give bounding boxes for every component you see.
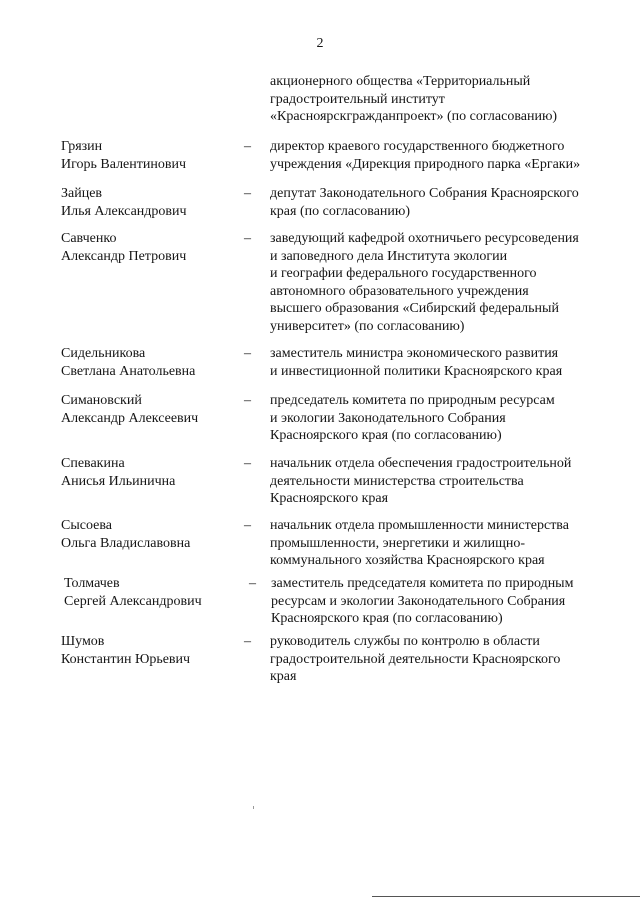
role-line: председатель комитета по природным ресурсам [270,393,555,408]
member-name [61,392,241,427]
role-line: и экологии Законодательного Собрания [270,410,506,426]
member-given-name: Анисья Ильинична [61,473,176,489]
role-line: Красноярского края (по согласованию) [270,428,502,443]
continuation-line: акционерного общества «Территориальный [270,74,531,89]
continuation-line: «Красноярскгражданпроект» (по согласованию) [270,109,558,124]
role-line: автономного образовательного учреждения [270,283,529,299]
dash-separator: – [244,139,251,154]
member-surname: Сысоева [61,518,112,533]
role-line: депутат Законодательного Собрания Красноярского [270,186,579,201]
role-line: деятельности министерства строительства [270,473,524,489]
role-line: коммунального хозяйства Красноярского края [270,553,545,568]
member-surname: Сидельникова [61,346,146,361]
member-role [270,345,630,380]
member-given-name: Илья Александрович [61,203,187,219]
member-surname: Зайцев [61,186,103,201]
member-surname: Симановский [61,393,142,408]
role-line: начальник отдела обеспечения градостроительной [270,456,572,471]
member-given-name: Светлана Анатольевна [61,363,196,379]
role-line: градостроительной деятельности Красноярского [270,651,561,667]
dash-separator: – [249,576,256,591]
member-role [270,392,630,445]
dash-separator: – [244,634,251,649]
member-name [61,138,241,173]
role-line: учреждения «Дирекция природного парка «Ергаки» [270,156,581,172]
role-line: начальник отдела промышленности министерства [270,518,569,533]
member-given-name: Константин Юрьевич [61,651,191,667]
member-surname: Грязин [61,139,103,154]
dash-separator: – [244,393,251,408]
role-line: и географии федерального государственного [270,266,537,281]
role-line: края (по согласованию) [270,203,411,219]
member-role [270,230,630,335]
member-given-name: Александр Петрович [61,248,187,264]
dash-separator: – [244,186,251,201]
role-line: промышленности, энергетики и жилищно- [270,535,526,551]
scan-speck [253,806,254,809]
dash-separator: – [244,518,251,533]
member-role [270,455,630,508]
role-line: края [270,669,297,684]
role-line: и заповедного дела Института экологии [270,248,508,264]
member-surname: Шумов [61,634,105,649]
role-line: и инвестиционной политики Красноярского края [270,363,563,379]
member-given-name: Ольга Владиславовна [61,535,191,551]
page-number: 2 [316,36,324,51]
member-role [270,138,630,173]
member-role [270,185,630,220]
member-surname: Савченко [61,231,117,246]
continuation-line: градостроительный институт [270,91,445,107]
role-line: университет» (по согласованию) [270,318,465,334]
continuation-text [270,73,630,126]
role-line: директор краевого государственного бюджетного [270,139,565,154]
member-name [61,345,241,380]
member-given-name: Игорь Валентинович [61,156,187,172]
footer-rule [372,896,640,897]
role-line: ресурсам и экологии Законодательного Собрания [271,593,566,609]
dash-separator: – [244,456,251,471]
member-role [270,517,630,570]
dash-separator: – [244,231,251,246]
member-role [271,575,631,628]
member-role [270,633,630,686]
member-name [64,575,244,610]
member-name [61,633,241,668]
member-name [61,230,241,265]
member-given-name: Сергей Александрович [64,593,202,609]
role-line: заместитель министра экономического развития [270,346,559,361]
member-name [61,185,241,220]
role-line: Красноярского края [270,491,389,506]
member-given-name: Александр Алексеевич [61,410,199,426]
dash-separator: – [244,346,251,361]
role-line: заведующий кафедрой охотничьего ресурсоведения [270,231,579,246]
member-name [61,455,241,490]
role-line: Красноярского края (по согласованию) [271,611,503,626]
member-name [61,517,241,552]
role-line: высшего образования «Сибирский федеральный [270,301,559,316]
role-line: заместитель председателя комитета по природным [271,576,574,591]
member-surname: Толмачев [64,576,120,591]
member-surname: Спевакина [61,456,125,471]
role-line: руководитель службы по контролю в области [270,634,540,649]
